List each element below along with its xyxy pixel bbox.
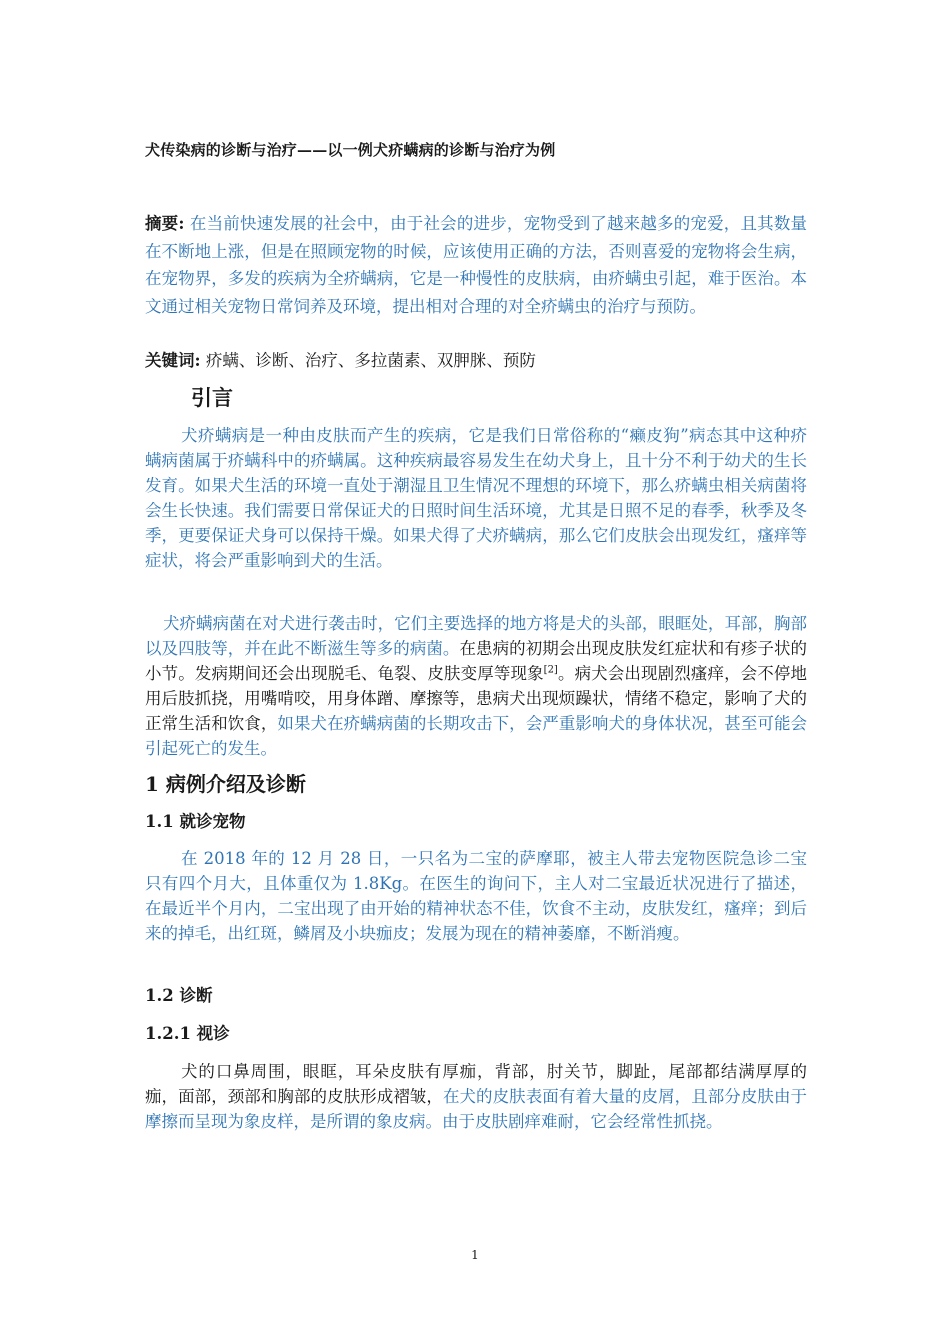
- section-1-heading: 1 病例介绍及诊断: [145, 772, 306, 796]
- intro-paragraph-2-part-b: 在患病的初期会出现皮肤发红症状和有疹子状的小节。发病期间还会出现脱毛、龟裂、皮肤变厚等现象: [145, 639, 808, 683]
- intro-paragraph-2-part-a: 犬疥螨病菌在对犬进行袭击时，它们主要选择的地方将是犬的头部，眼眶处，耳部，胸部以及四肢等，并在此不断滋生等多的病菌。: [145, 614, 807, 658]
- keywords: [145, 347, 807, 374]
- section-1-2-heading: 1.2 诊断: [145, 986, 213, 1005]
- intro-paragraph-2: [145, 611, 807, 761]
- intro-heading: 引言: [191, 385, 233, 410]
- keywords-text: 疥螨、诊断、治疗、多拉菌素、双胛脒、预防: [205, 351, 536, 370]
- citation-ref: [2]: [543, 664, 558, 676]
- keywords-label: 关键词:: [145, 351, 201, 370]
- page-number: 1: [471, 1248, 479, 1262]
- section-1-1-text: 在 2018 年的 12 月 28 日，一只名为二宝的萨摩耶，被主人带去宠物医院急诊二宝只有四个月大，且体重仅为 1.8Kg。在医生的询问下，主人对二宝最近状况进行了描述，在最近半个月内，二宝出现了由开始的精神状态不佳，饮食不主动，皮肤发红，瘙痒；到后来的掉毛，出红斑，鳞屑及小块痂皮；发展为现在的精神萎靡，不断消瘦。: [145, 849, 807, 943]
- section-1-2-1-text-b: 在犬的皮肤表面有着大量的皮屑，且部分皮肤由于摩擦而呈现为象皮样，是所谓的象皮病。由于皮肤剧痒难耐，它会经常性抓挠。: [145, 1087, 808, 1131]
- section-1-2-1-heading: 1.2.1 视诊: [145, 1024, 230, 1043]
- intro-paragraph-2-part-d: 如果犬在疥螨病菌的长期攻击下，会严重影响犬的身体状况，甚至可能会引起死亡的发生。: [145, 714, 808, 758]
- intro-paragraph-2-part-c: 。病犬会出现剧烈瘙痒，会不停地用后肢抓挠，用嘴啃咬，用身体蹭、摩擦等，患病犬出现烦躁状，情绪不稳定，影响了犬的正常生活和饮食，: [145, 664, 808, 733]
- section-1-1-heading: 1.1 就诊宠物: [145, 812, 246, 831]
- abstract-label: 摘要:: [145, 214, 185, 233]
- abstract-text: 在当前快速发展的社会中，由于社会的进步，宠物受到了越来越多的宠爱，且其数量在不断地上涨，但是在照顾宠物的时候，应该使用正确的方法，否则喜爱的宠物将会生病，在宠物界，多发的疾病为全疥螨病，它是一种慢性的皮肤病，由疥螨虫引起，难于医治。本文通过相关宠物日常饲养及环境，提出相对合理的对全疥螨虫的治疗与预防。: [145, 214, 808, 316]
- document-title: 犬传染病的诊断与治疗——以一例犬疥螨病的诊断与治疗为例: [145, 141, 556, 159]
- abstract: [145, 210, 807, 320]
- section-1-2-1-text: [145, 1059, 807, 1134]
- section-1-2-1-text-a: 犬的口鼻周围，眼眶，耳朵皮肤有厚痂，背部，肘关节，脚趾，尾部都结满厚厚的痂，面部，颈部和胸部的皮肤形成褶皱，: [145, 1062, 807, 1106]
- intro-paragraph-1: 犬疥螨病是一种由皮肤而产生的疾病，它是我们日常俗称的“癞皮狗”病态其中这种疥螨病菌属于疥螨科中的疥螨属。这种疾病最容易发生在幼犬身上，且十分不利于幼犬的生长发育。如果犬生活的环境一直处于潮湿且卫生情况不理想的环境下，那么疥螨虫相关病菌将会生长快速。我们需要日常保证犬的日照时间生活环境，尤其是日照不足的春季，秋季及冬季，更要保证犬身可以保持干燥。如果犬得了犬疥螨病，那么它们皮肤会出现发红，瘙痒等症状，将会严重影响到犬的生活。: [145, 426, 807, 570]
